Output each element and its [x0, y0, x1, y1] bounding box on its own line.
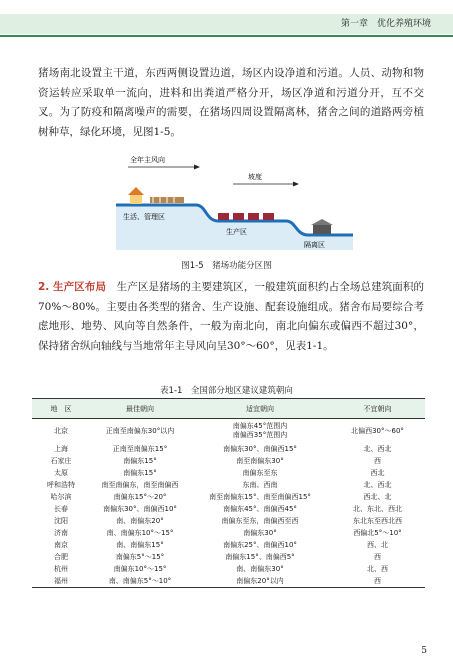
cell-unsuitable: 北、西北: [363, 444, 392, 453]
table-row: [32, 527, 425, 539]
header-region: 地 区: [32, 399, 90, 419]
cell-suitable: 南偏东30°: [243, 528, 277, 537]
running-header: [0, 0, 453, 36]
cell-best: 南偏东15°: [123, 456, 157, 465]
table-row: [32, 479, 425, 491]
header-unsuitable: 不宜朝向: [330, 399, 425, 419]
cell-unsuitable: 北、西: [367, 564, 388, 573]
page-number: 5: [421, 646, 427, 656]
cell-suitable: 南至南偏东15°、南至南偏西15°: [209, 492, 311, 501]
header-best: 最佳朝向: [90, 399, 190, 419]
cell-best: 正南至南偏东15°: [112, 444, 168, 453]
zone-living-label: 生活、管理区: [123, 213, 165, 221]
cell-unsuitable: 北、东北、西北: [353, 504, 402, 513]
table-row: [32, 575, 425, 588]
header-suitable: 适宜朝向: [190, 399, 330, 419]
cell-best: 南偏东15°～20°: [113, 492, 167, 501]
cell-best: 南偏东5°～15°: [115, 552, 165, 561]
cell-best: 正南至南偏东30°以内: [105, 426, 175, 435]
zone-isolation-label: 隔离区: [304, 241, 325, 249]
cell-unsuitable: 西: [330, 575, 425, 588]
cell-unsuitable: 西偏北5°～10°: [353, 528, 402, 537]
cell-suitable: 南至南偏东30°: [236, 456, 284, 465]
cell-region: 哈尔滨: [50, 492, 72, 501]
cell-suitable: 南、南偏东30°: [236, 564, 284, 573]
cell-unsuitable: 西: [374, 552, 381, 561]
isolation-area-building: [311, 219, 333, 234]
table-row: [32, 455, 425, 467]
cell-best: 南至南偏东，南至南偏西: [101, 480, 179, 489]
cell-unsuitable: 西北、北: [363, 492, 392, 501]
wind-arrow-head: [194, 165, 200, 170]
cell-region: 福州: [32, 575, 90, 588]
cell-region: 石家庄: [50, 456, 72, 465]
table-row: [32, 563, 425, 575]
cell-suitable: 南偏东至东，南偏西至西: [221, 516, 299, 525]
zone-production-label: 生产区: [226, 228, 247, 236]
table-row: [32, 503, 425, 515]
cell-suitable: 南偏东至东: [242, 468, 278, 477]
cell-unsuitable: 东北东至西北西: [353, 516, 402, 525]
production-area-barns: [218, 213, 274, 220]
cell-best: 南、南偏东20°: [116, 516, 164, 525]
paragraph-production-area: [38, 278, 424, 356]
orientation-table: [32, 398, 425, 588]
cell-region: 沈阳: [54, 516, 68, 525]
slope-label: 坡度: [248, 173, 262, 181]
cell-best: 南偏东15°: [123, 468, 157, 477]
cell-region: 上海: [54, 444, 68, 453]
table-row: [32, 515, 425, 527]
cell-best: 南、南偏东10°～15°: [106, 528, 174, 537]
cell-suitable: 南偏东20°以内: [190, 575, 330, 588]
cell-suitable: 南偏东15°、南偏西5°: [225, 552, 295, 561]
living-area-buildings: [128, 187, 184, 204]
cell-region: 南京: [54, 540, 68, 549]
section-heading: 2. 生产区布局: [38, 281, 107, 293]
cell-unsuitable: 西: [374, 456, 381, 465]
table-row: [32, 419, 425, 444]
cell-unsuitable: 北、西北: [363, 480, 392, 489]
cell-best: 南偏东30°、南偏西10°: [103, 504, 177, 513]
cell-suitable: 东南、西南: [242, 480, 278, 489]
cell-unsuitable: 西、北: [367, 540, 388, 549]
cell-region: 合肥: [54, 552, 68, 561]
figure-caption: 图1-5 猪场功能分区图: [181, 261, 272, 271]
header-rule: [0, 35, 453, 37]
cell-best: 南偏东10°～15°: [113, 564, 167, 573]
cell-region: 太原: [54, 468, 68, 477]
cell-unsuitable: 西北: [370, 468, 385, 477]
table-row: [32, 539, 425, 551]
cell-best: 南、南偏东5°～10°: [90, 575, 190, 588]
table-row: [32, 467, 425, 479]
cell-region: 杭州: [54, 564, 68, 573]
cell-suitable: 南偏东45°范围内 南偏西35°范围内: [232, 422, 288, 439]
cell-suitable: 南偏东30°、南偏西15°: [223, 444, 297, 453]
chapter-title: 第一章 优化养殖环境: [340, 19, 431, 29]
wind-label: 全年主风向: [130, 156, 165, 164]
table-header-row: [32, 399, 425, 419]
cell-region: 济南: [54, 528, 68, 537]
paragraph-production-text: 生产区是猪场的主要建筑区，一般建筑面积约占全场总建筑面积的70%～80%。主要由各类型的猪舍、生产设施、配套设施组成。猪舍布局要综合考虑地形、地势、风向等自然条件，一般为南北向，南北向偏东或偏西不超过30°，保持猪舍纵向轴线与当地常年主导风向呈30°～60°，见表1-1。: [38, 281, 424, 352]
table-row: [32, 491, 425, 503]
paragraph-layout-roads: 猪场南北设置主干道，东西两侧设置边道，场区内设净道和污道。人员、动物和物资运转应采取单一流向，进料和出粪道严格分开，场区净道和污道分开，互不交叉。为了防疫和隔离噪声的需要，在猪场四周设置隔离林，猪舍之间的道路两旁植树种草，绿化环境，见图1-5。: [38, 67, 424, 138]
table-row: [32, 443, 425, 455]
cell-best: 南、南偏东15°: [116, 540, 164, 549]
cell-unsuitable: 北偏西30°～60°: [351, 426, 404, 435]
cell-suitable: 南偏东25°、南偏西10°: [223, 540, 297, 549]
farm-zoning-diagram: [108, 155, 353, 250]
cell-region: 长春: [54, 504, 68, 513]
cell-region: 呼和浩特: [47, 480, 75, 489]
slope-arrow-head: [293, 182, 299, 187]
table-row: [32, 551, 425, 563]
cell-region: 北京: [54, 426, 68, 435]
cell-suitable: 南偏东45°、南偏西45°: [223, 504, 297, 513]
table-caption: 表1-1 全国部分地区建议建筑朝向: [160, 386, 293, 396]
